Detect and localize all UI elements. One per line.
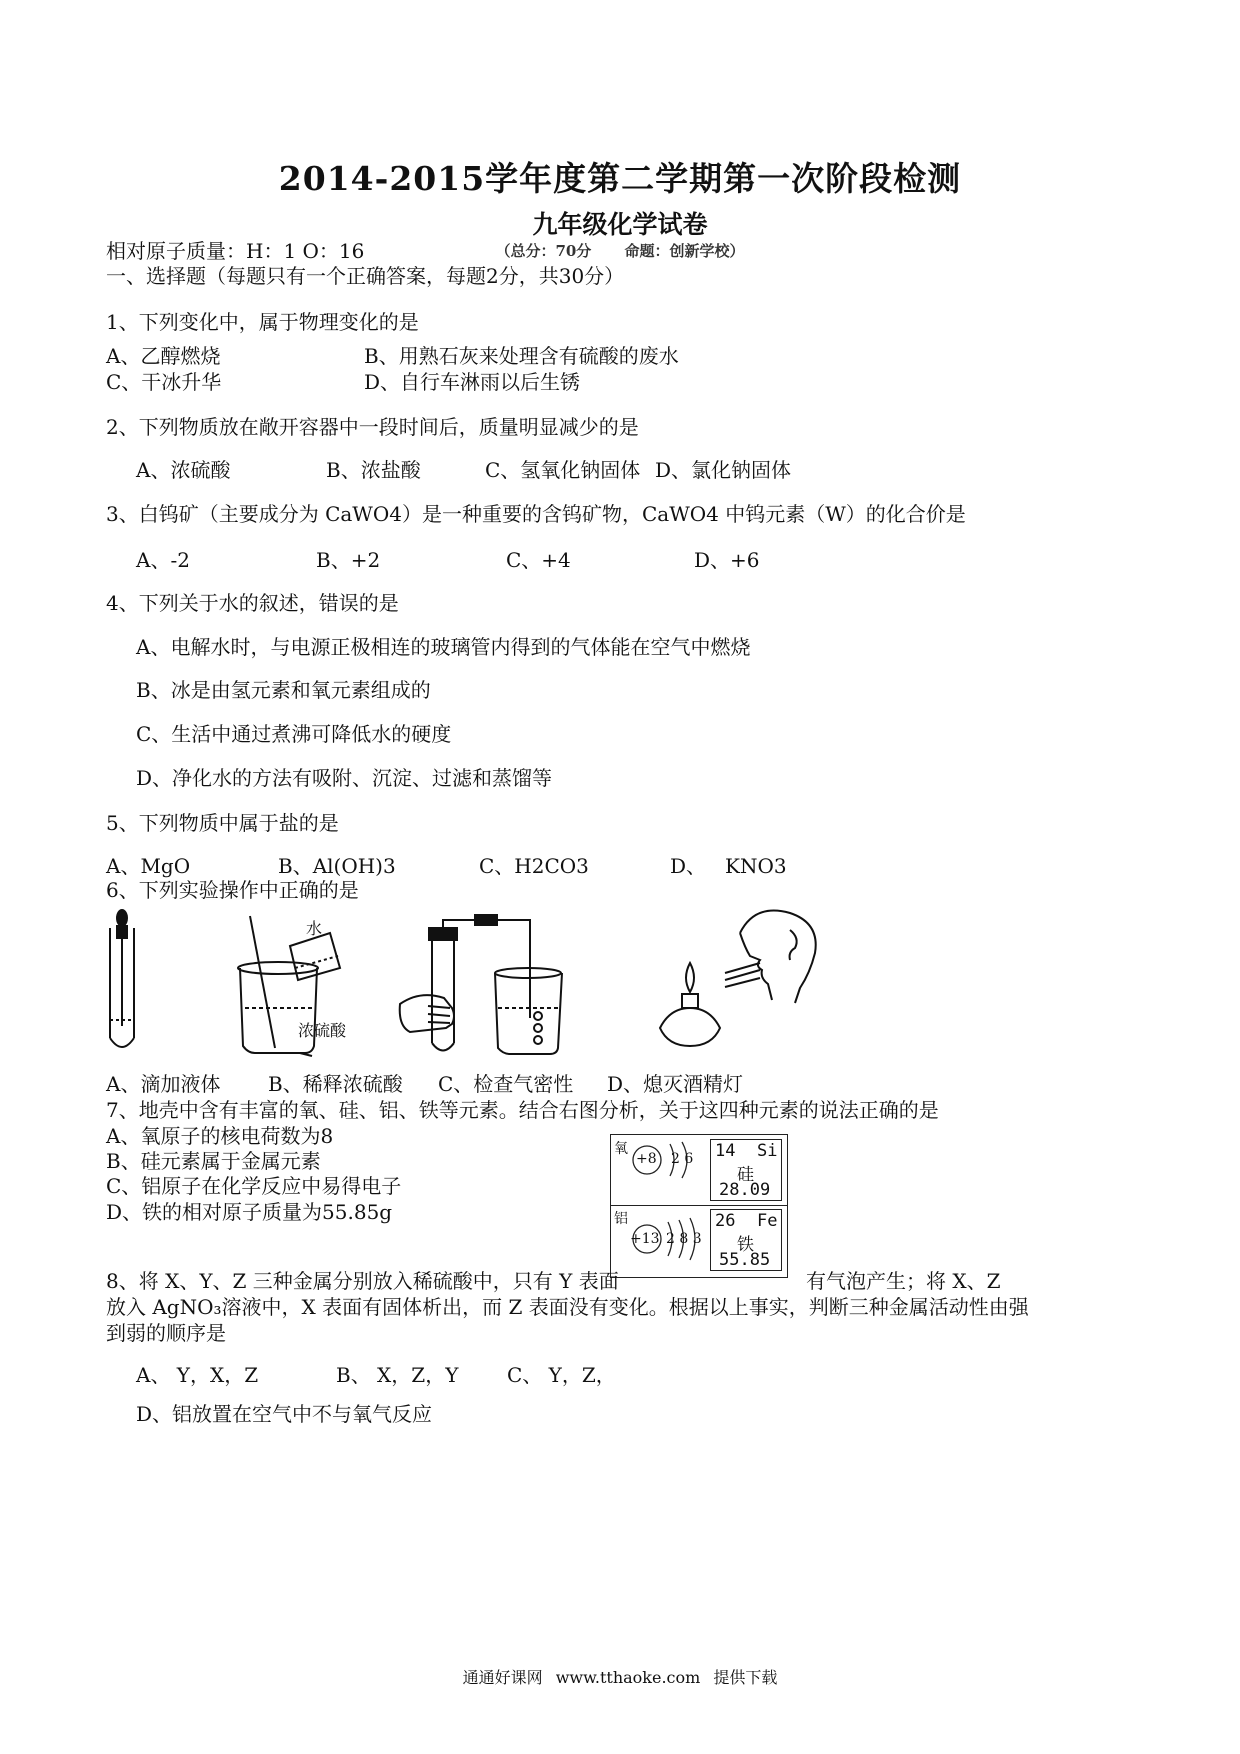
q8-line1b: 有气泡产生；将 X、Z [806, 1269, 1001, 1293]
q1-option-d: D、自行车淋雨以后生锈 [364, 370, 581, 394]
footer-tail: 提供下载 [713, 1668, 778, 1687]
footer-site: 通通好课网 [462, 1668, 543, 1687]
q4-option-b: B、冰是由氢元素和氧元素组成的 [136, 678, 431, 702]
q5-option-c: C、H2CO3 [479, 854, 589, 878]
si-symbol: Si [757, 1141, 778, 1161]
q8-option-a: A、 Y，X，Z [136, 1363, 259, 1387]
q5-option-a: A、MgO [106, 854, 191, 878]
q6-option-d: D、熄灭酒精灯 [607, 1072, 744, 1096]
q8-option-c: C、 Y，Z， [507, 1363, 616, 1387]
q8-line1a: 8、将 X、Y、Z 三种金属分别放入稀硫酸中，只有 Y 表面 [106, 1269, 619, 1293]
q3-option-b: B、+2 [316, 548, 381, 572]
q8-option-b: B、 X，Z，Y [336, 1363, 459, 1387]
q2-option-d: D、氯化钠固体 [655, 458, 792, 482]
q3-option-c: C、+4 [506, 548, 571, 572]
fe-mass: 55.85 [719, 1250, 771, 1270]
q4-option-d: D、净化水的方法有吸附、沉淀、过滤和蒸馏等 [136, 766, 553, 790]
fe-symbol: Fe [757, 1211, 778, 1231]
si-name: 硅 [737, 1165, 754, 1185]
oxygen-shells: 2 6 [671, 1151, 694, 1167]
q5-option-d-value: KNO3 [725, 854, 787, 878]
q5-option-d: D、 [670, 854, 707, 878]
fe-number: 26 [715, 1211, 736, 1231]
exam-subtitle: 九年级化学试卷 [532, 210, 708, 239]
airtightness-illustration [400, 915, 562, 1054]
q6-option-c: C、检查气密性 [438, 1072, 574, 1096]
q6-option-b: B、稀释浓硫酸 [268, 1072, 403, 1096]
q2-option-b: B、浓盐酸 [326, 458, 421, 482]
aluminum-name: 铝 [614, 1211, 628, 1227]
q3-stem: 3、白钨矿（主要成分为 CaWO4）是一种重要的含钨矿物，CaWO4 中钨元素（W）的化合价是 [106, 502, 966, 526]
aluminum-shells: 2 8 3 [666, 1231, 702, 1247]
q6-stem: 6、下列实验操作中正确的是 [106, 878, 359, 902]
q4-option-c: C、生活中通过煮沸可降低水的硬度 [136, 722, 452, 746]
label-water: 水 [306, 919, 323, 938]
q4-stem: 4、下列关于水的叙述，错误的是 [106, 591, 399, 615]
total-score: （总分：70分 [495, 242, 592, 260]
q7-option-b: B、硅元素属于金属元素 [106, 1149, 321, 1173]
q7-option-c: C、铝原子在化学反应中易得电子 [106, 1174, 402, 1198]
q5-option-b: B、Al(OH)3 [278, 854, 396, 878]
q8-line2: 放入 AgNO₃溶液中，X 表面有固体析出，而 Z 表面没有变化。根据以上事实，判断三种金属活动性由强 [106, 1295, 1029, 1319]
q7-option-d: D、铁的相对原子质量为55.85g [106, 1200, 393, 1224]
si-mass: 28.09 [719, 1180, 771, 1200]
si-element-cell [710, 1139, 782, 1201]
section-heading: 一、选择题（每题只有一个正确答案，每题2分，共30分） [106, 264, 625, 288]
author: 命题：创新学校） [624, 242, 745, 260]
footer-url[interactable]: www.tthaoke.com [555, 1668, 701, 1687]
fe-element-cell [710, 1209, 782, 1271]
q1-option-b: B、用熟石灰来处理含有硫酸的废水 [364, 344, 679, 368]
label-conc-acid: 浓硫酸 [298, 1021, 347, 1040]
q3-option-d: D、+6 [694, 548, 760, 572]
aluminum-nucleus: +13 [630, 1231, 660, 1247]
si-number: 14 [715, 1141, 736, 1161]
q7-stem: 7、地壳中含有丰富的氧、硅、铝、铁等元素。结合右图分析，关于这四种元素的说法正确的是 [106, 1098, 939, 1122]
exam-title: 2014-2015学年度第二学期第一次阶段检测 [278, 159, 962, 198]
q4-option-a: A、电解水时，与电源正极相连的玻璃管内得到的气体能在空气中燃烧 [136, 635, 751, 659]
page-footer [0, 1665, 1240, 1688]
q1-stem: 1、下列变化中，属于物理变化的是 [106, 310, 419, 334]
atomic-mass: 相对原子质量：H：1 O：16 [106, 239, 365, 263]
q7-option-a: A、氧原子的核电荷数为8 [106, 1124, 334, 1148]
q2-stem: 2、下列物质放在敞开容器中一段时间后，质量明显减少的是 [106, 415, 639, 439]
q2-option-a: A、浓硫酸 [136, 458, 231, 482]
dropper-illustration [110, 910, 134, 1047]
oxygen-name: 氧 [614, 1141, 628, 1157]
oxygen-nucleus: +8 [636, 1151, 657, 1167]
q3-option-a: A、-2 [136, 548, 190, 572]
q8-option-d: D、铝放置在空气中不与氧气反应 [136, 1402, 433, 1426]
q1-option-a: A、乙醇燃烧 [106, 344, 221, 368]
q1-option-c: C、干冰升华 [106, 370, 222, 394]
fe-name: 铁 [737, 1235, 754, 1255]
q2-option-c: C、氢氧化钠固体 [485, 458, 641, 482]
q6-option-a: A、滴加液体 [106, 1072, 221, 1096]
alcohol-lamp-illustration [660, 911, 816, 1047]
q8-line3: 到弱的顺序是 [106, 1321, 226, 1345]
q5-stem: 5、下列物质中属于盐的是 [106, 811, 339, 835]
q6-apparatus-figure [100, 908, 820, 1058]
